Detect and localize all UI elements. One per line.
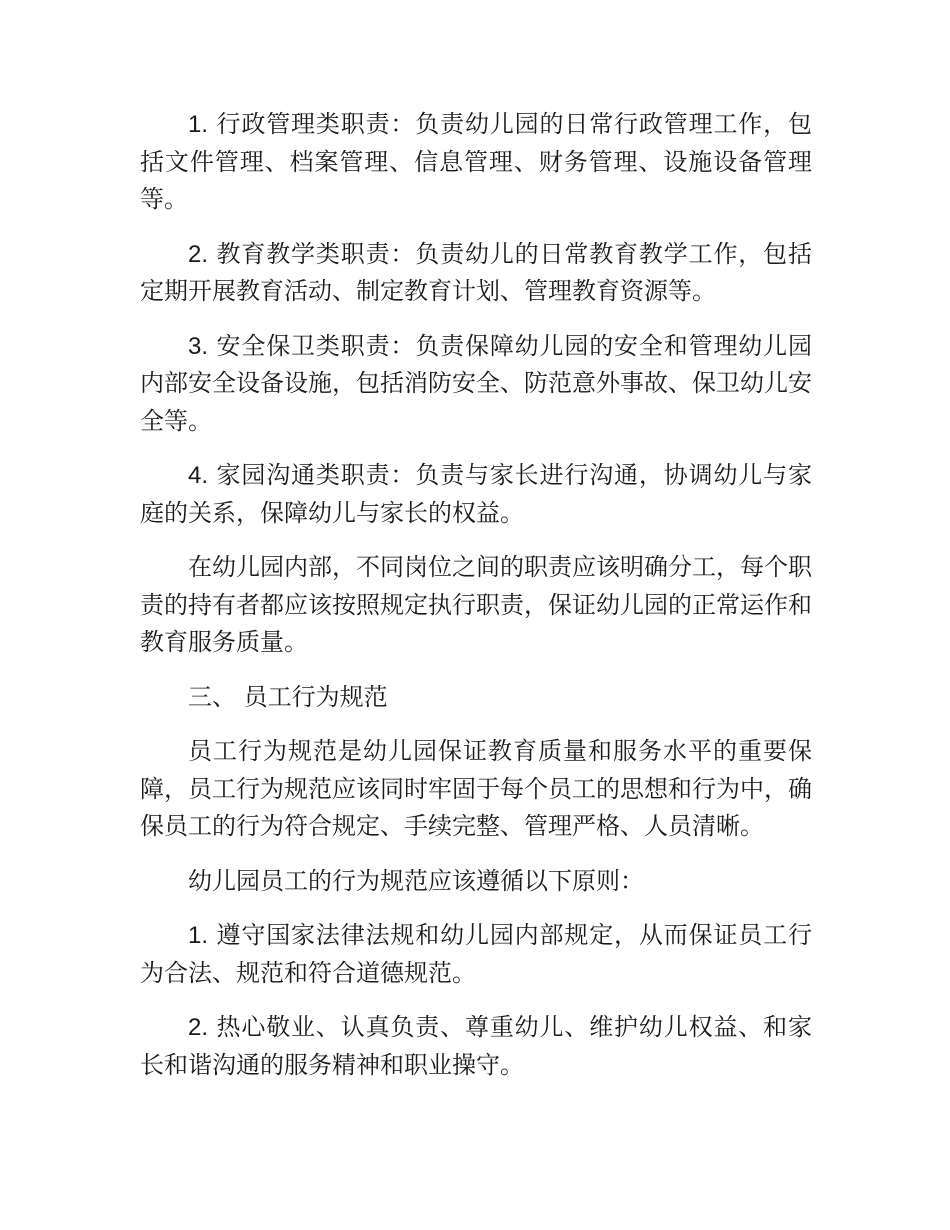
paragraph-text: 遵守国家法律法规和幼儿园内部规定，从而保证员工行为合法、规范和符合道德规范。 xyxy=(140,921,812,987)
paragraph-text: 员工行为规范是幼儿园保证教育质量和服务水平的重要保障，员工行为规范应该同时牢固于每个员工的思想和行为中，确保员工的行为符合规定、手续完整、管理严格、人员清晰。 xyxy=(140,737,812,840)
list-number: 4. xyxy=(188,462,209,489)
paragraph-admin-duties xyxy=(140,106,812,219)
paragraph-text: 教育教学类职责：负责幼儿的日常教育教学工作，包括定期开展教育活动、制定教育计划、管理教育资源等。 xyxy=(140,239,812,305)
list-number: 1. xyxy=(188,111,209,138)
paragraph-text: 热心敬业、认真负责、尊重幼儿、维护幼儿权益、和家长和谐沟通的服务精神和职业操守。 xyxy=(140,1013,812,1079)
document-body xyxy=(140,106,812,1101)
paragraph-principle-law xyxy=(140,917,812,992)
paragraph-conduct-intro xyxy=(140,733,812,846)
list-number: 3. xyxy=(188,332,209,360)
paragraph-teaching-duties xyxy=(140,236,812,311)
paragraph-text: 行政管理类职责：负责幼儿园的日常行政管理工作，包括文件管理、档案管理、信息管理、财务管理、设施设备管理等。 xyxy=(140,110,812,213)
paragraph-division-of-duties xyxy=(140,549,812,662)
paragraph-communication-duties xyxy=(140,457,812,532)
list-number: 1. xyxy=(188,922,209,949)
paragraph-text: 安全保卫类职责：负责保障幼儿园的安全和管理幼儿园内部安全设备设施，包括消防安全、防范意外事故、保卫幼儿安全等。 xyxy=(140,331,812,435)
section-heading-conduct xyxy=(140,679,812,717)
heading-text: 三、 员工行为规范 xyxy=(188,682,388,711)
paragraph-text: 幼儿园员工的行为规范应该遵循以下原则： xyxy=(188,866,644,895)
paragraph-principle-dedication xyxy=(140,1009,812,1084)
paragraph-text: 家园沟通类职责：负责与家长进行沟通，协调幼儿与家庭的关系，保障幼儿与家长的权益。 xyxy=(140,461,812,527)
paragraph-text: 在幼儿园内部，不同岗位之间的职责应该明确分工，每个职责的持有者都应该按照规定执行职责，保证幼儿园的正常运作和教育服务质量。 xyxy=(140,553,812,656)
list-number: 2. xyxy=(188,240,209,268)
paragraph-principles-intro xyxy=(140,863,812,901)
list-number: 2. xyxy=(188,1014,209,1041)
paragraph-safety-duties xyxy=(140,328,812,441)
